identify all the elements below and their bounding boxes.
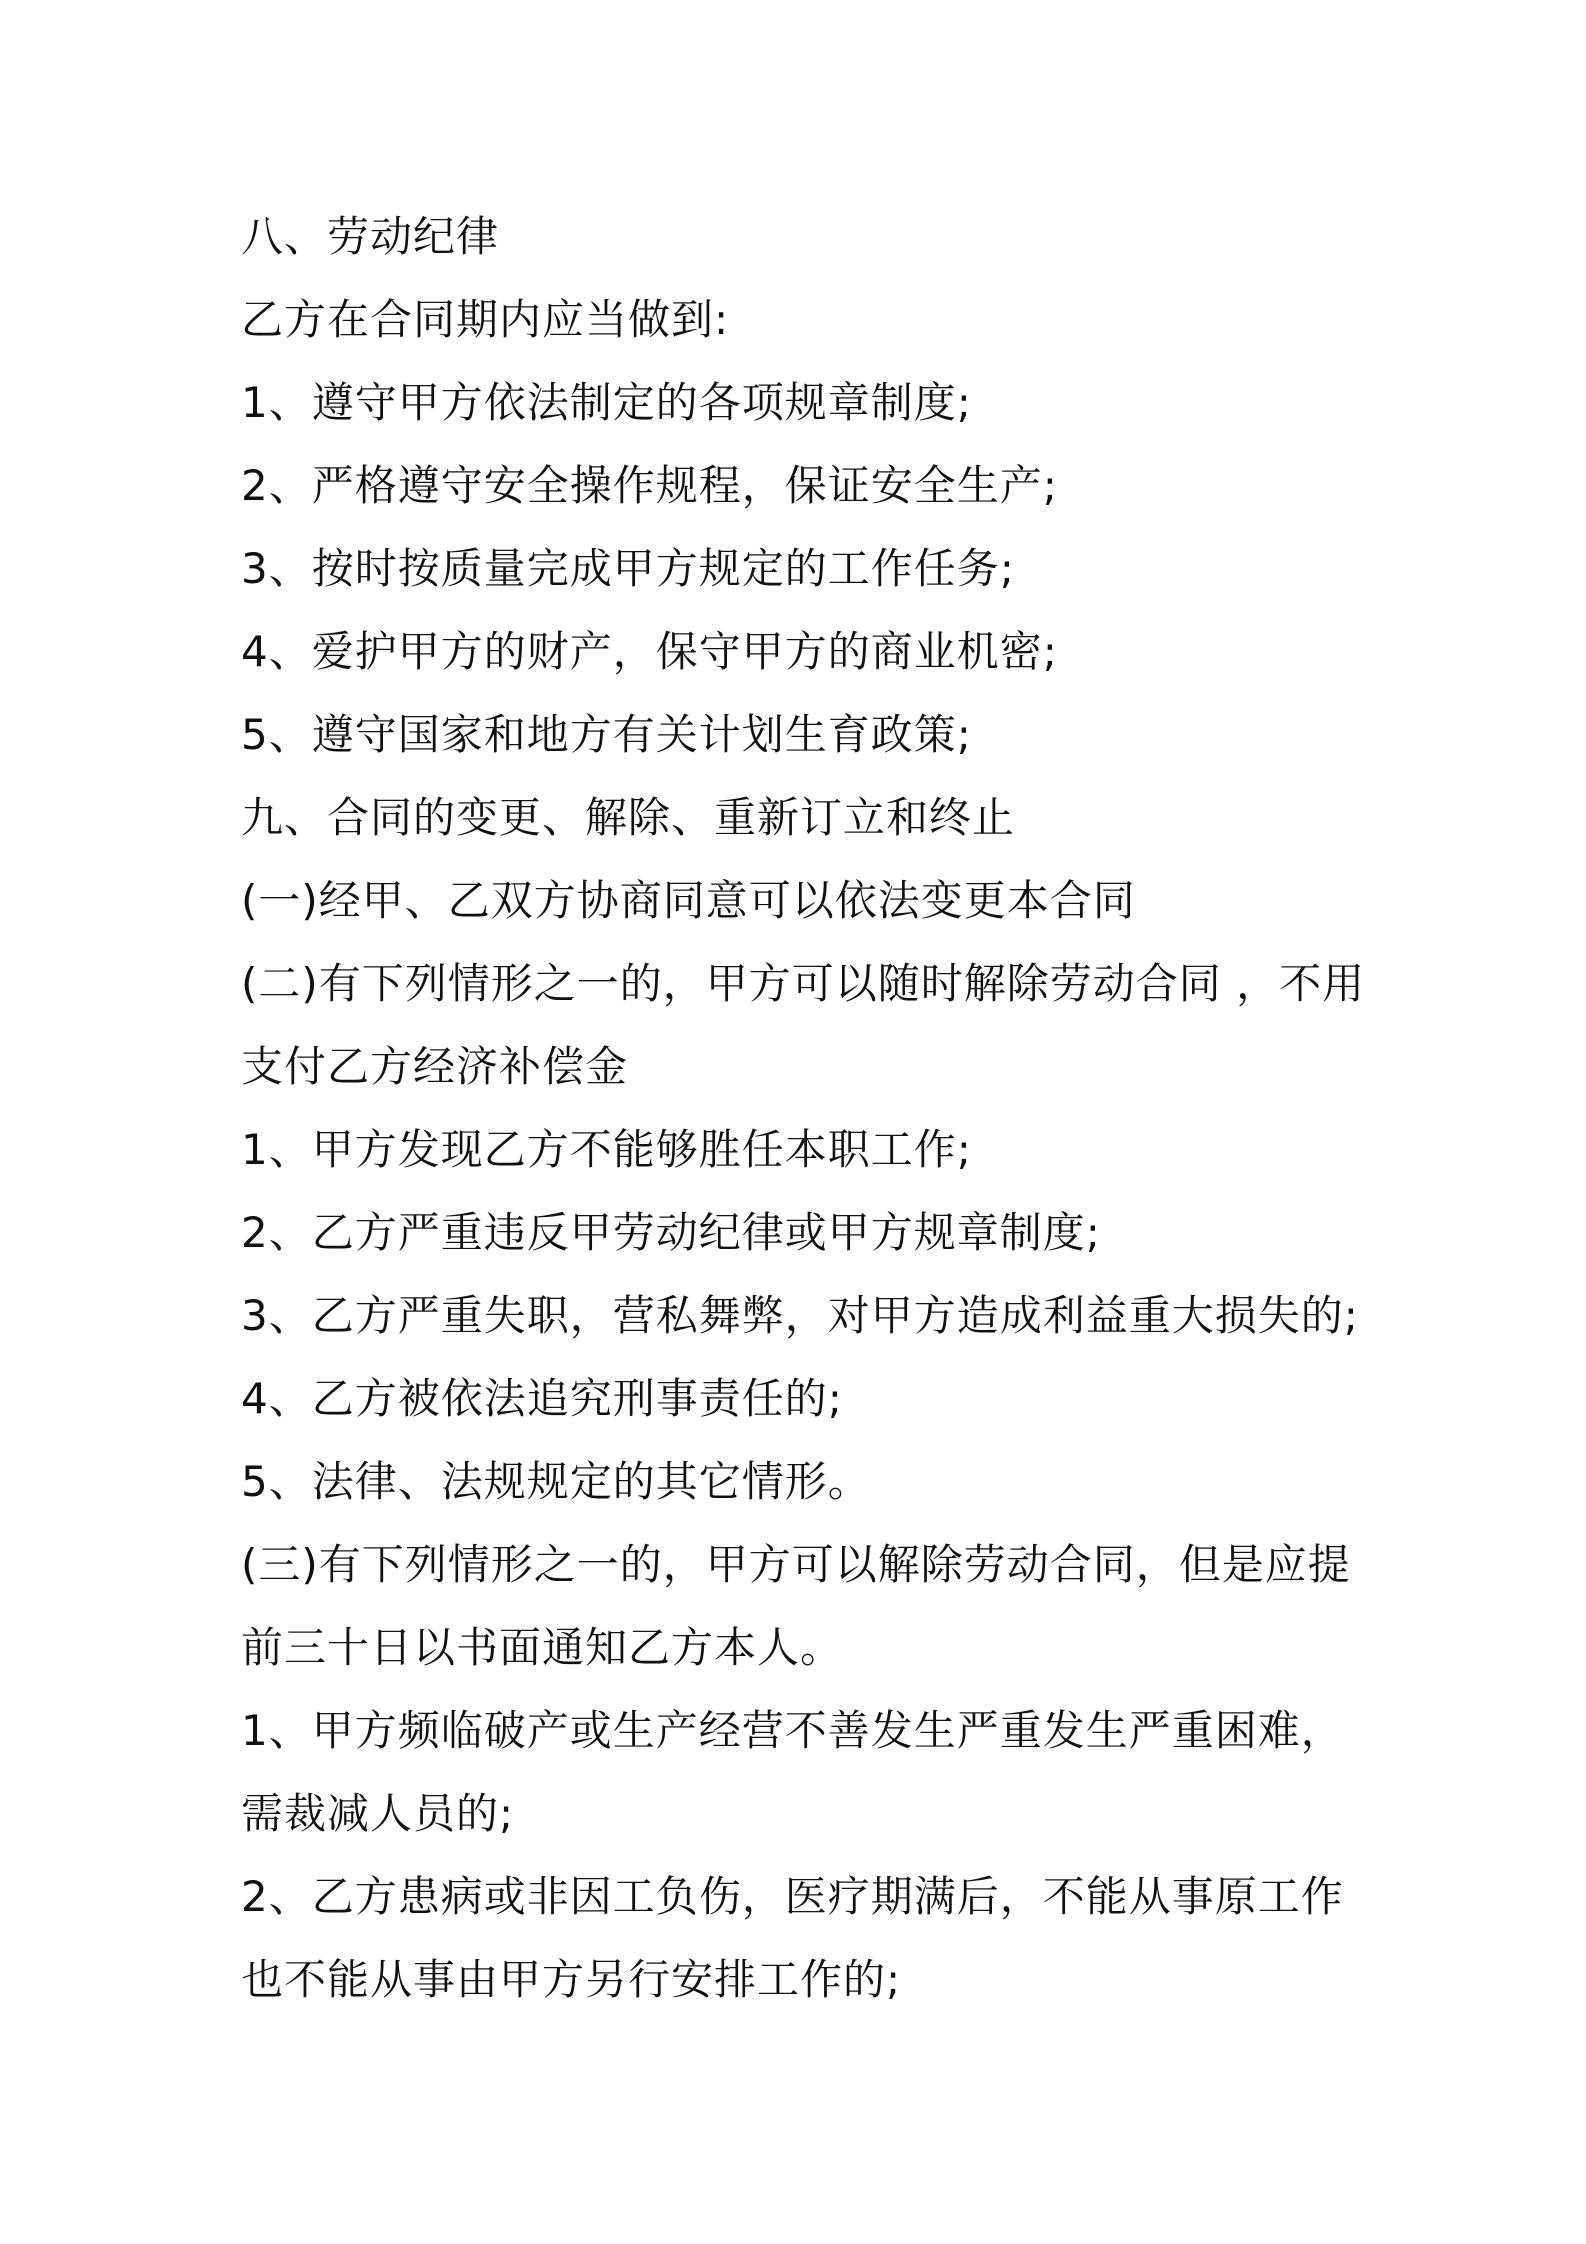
- document-body: [241, 195, 1366, 2021]
- paragraph-line: 前三十日以书面通知乙方本人。: [241, 1623, 844, 1672]
- list-item: 5、遵守国家和地方有关计划生育政策;: [241, 710, 972, 759]
- paragraph-line: 需裁减人员的;: [241, 1789, 515, 1838]
- list-item: 2、乙方严重违反甲劳动纪律或甲方规章制度;: [241, 1208, 1101, 1257]
- paragraph-line: (三)有下列情形之一的，甲方可以解除劳动合同，但是应提: [241, 1540, 1351, 1589]
- list-item: 3、乙方严重失职，营私舞弊，对甲方造成利益重大损失的;: [241, 1291, 1359, 1340]
- list-item: 3、按时按质量完成甲方规定的工作任务;: [241, 544, 1015, 593]
- list-item: 2、乙方患病或非因工负伤，医疗期满后，不能从事原工作: [241, 1872, 1344, 1921]
- paragraph-line: 支付乙方经济补偿金: [241, 1042, 629, 1091]
- list-item: 5、法律、法规规定的其它情形。: [241, 1457, 871, 1506]
- list-item: 1、甲方频临破产或生产经营不善发生严重发生严重困难，: [241, 1706, 1344, 1755]
- list-item: 1、遵守甲方依法制定的各项规章制度;: [241, 378, 972, 427]
- list-item: 4、乙方被依法追究刑事责任的;: [241, 1374, 843, 1423]
- list-item: 2、严格遵守安全操作规程，保证安全生产;: [241, 461, 1058, 510]
- paragraph-line: 也不能从事由甲方另行安排工作的;: [241, 1955, 902, 2004]
- paragraph-line: (二)有下列情形之一的，甲方可以随时解除劳动合同 ，不用: [241, 959, 1366, 1008]
- paragraph-line: 乙方在合同期内应当做到:: [241, 295, 730, 344]
- list-item: 1、甲方发现乙方不能够胜任本职工作;: [241, 1125, 972, 1174]
- section-heading-labor-discipline: 八、劳动纪律: [241, 212, 500, 261]
- section-heading-contract-changes: 九、合同的变更、解除、重新订立和终止: [241, 793, 1016, 842]
- paragraph-line: (一)经甲、乙双方协商同意可以依法变更本合同: [241, 876, 1136, 925]
- list-item: 4、爱护甲方的财产，保守甲方的商业机密;: [241, 627, 1058, 676]
